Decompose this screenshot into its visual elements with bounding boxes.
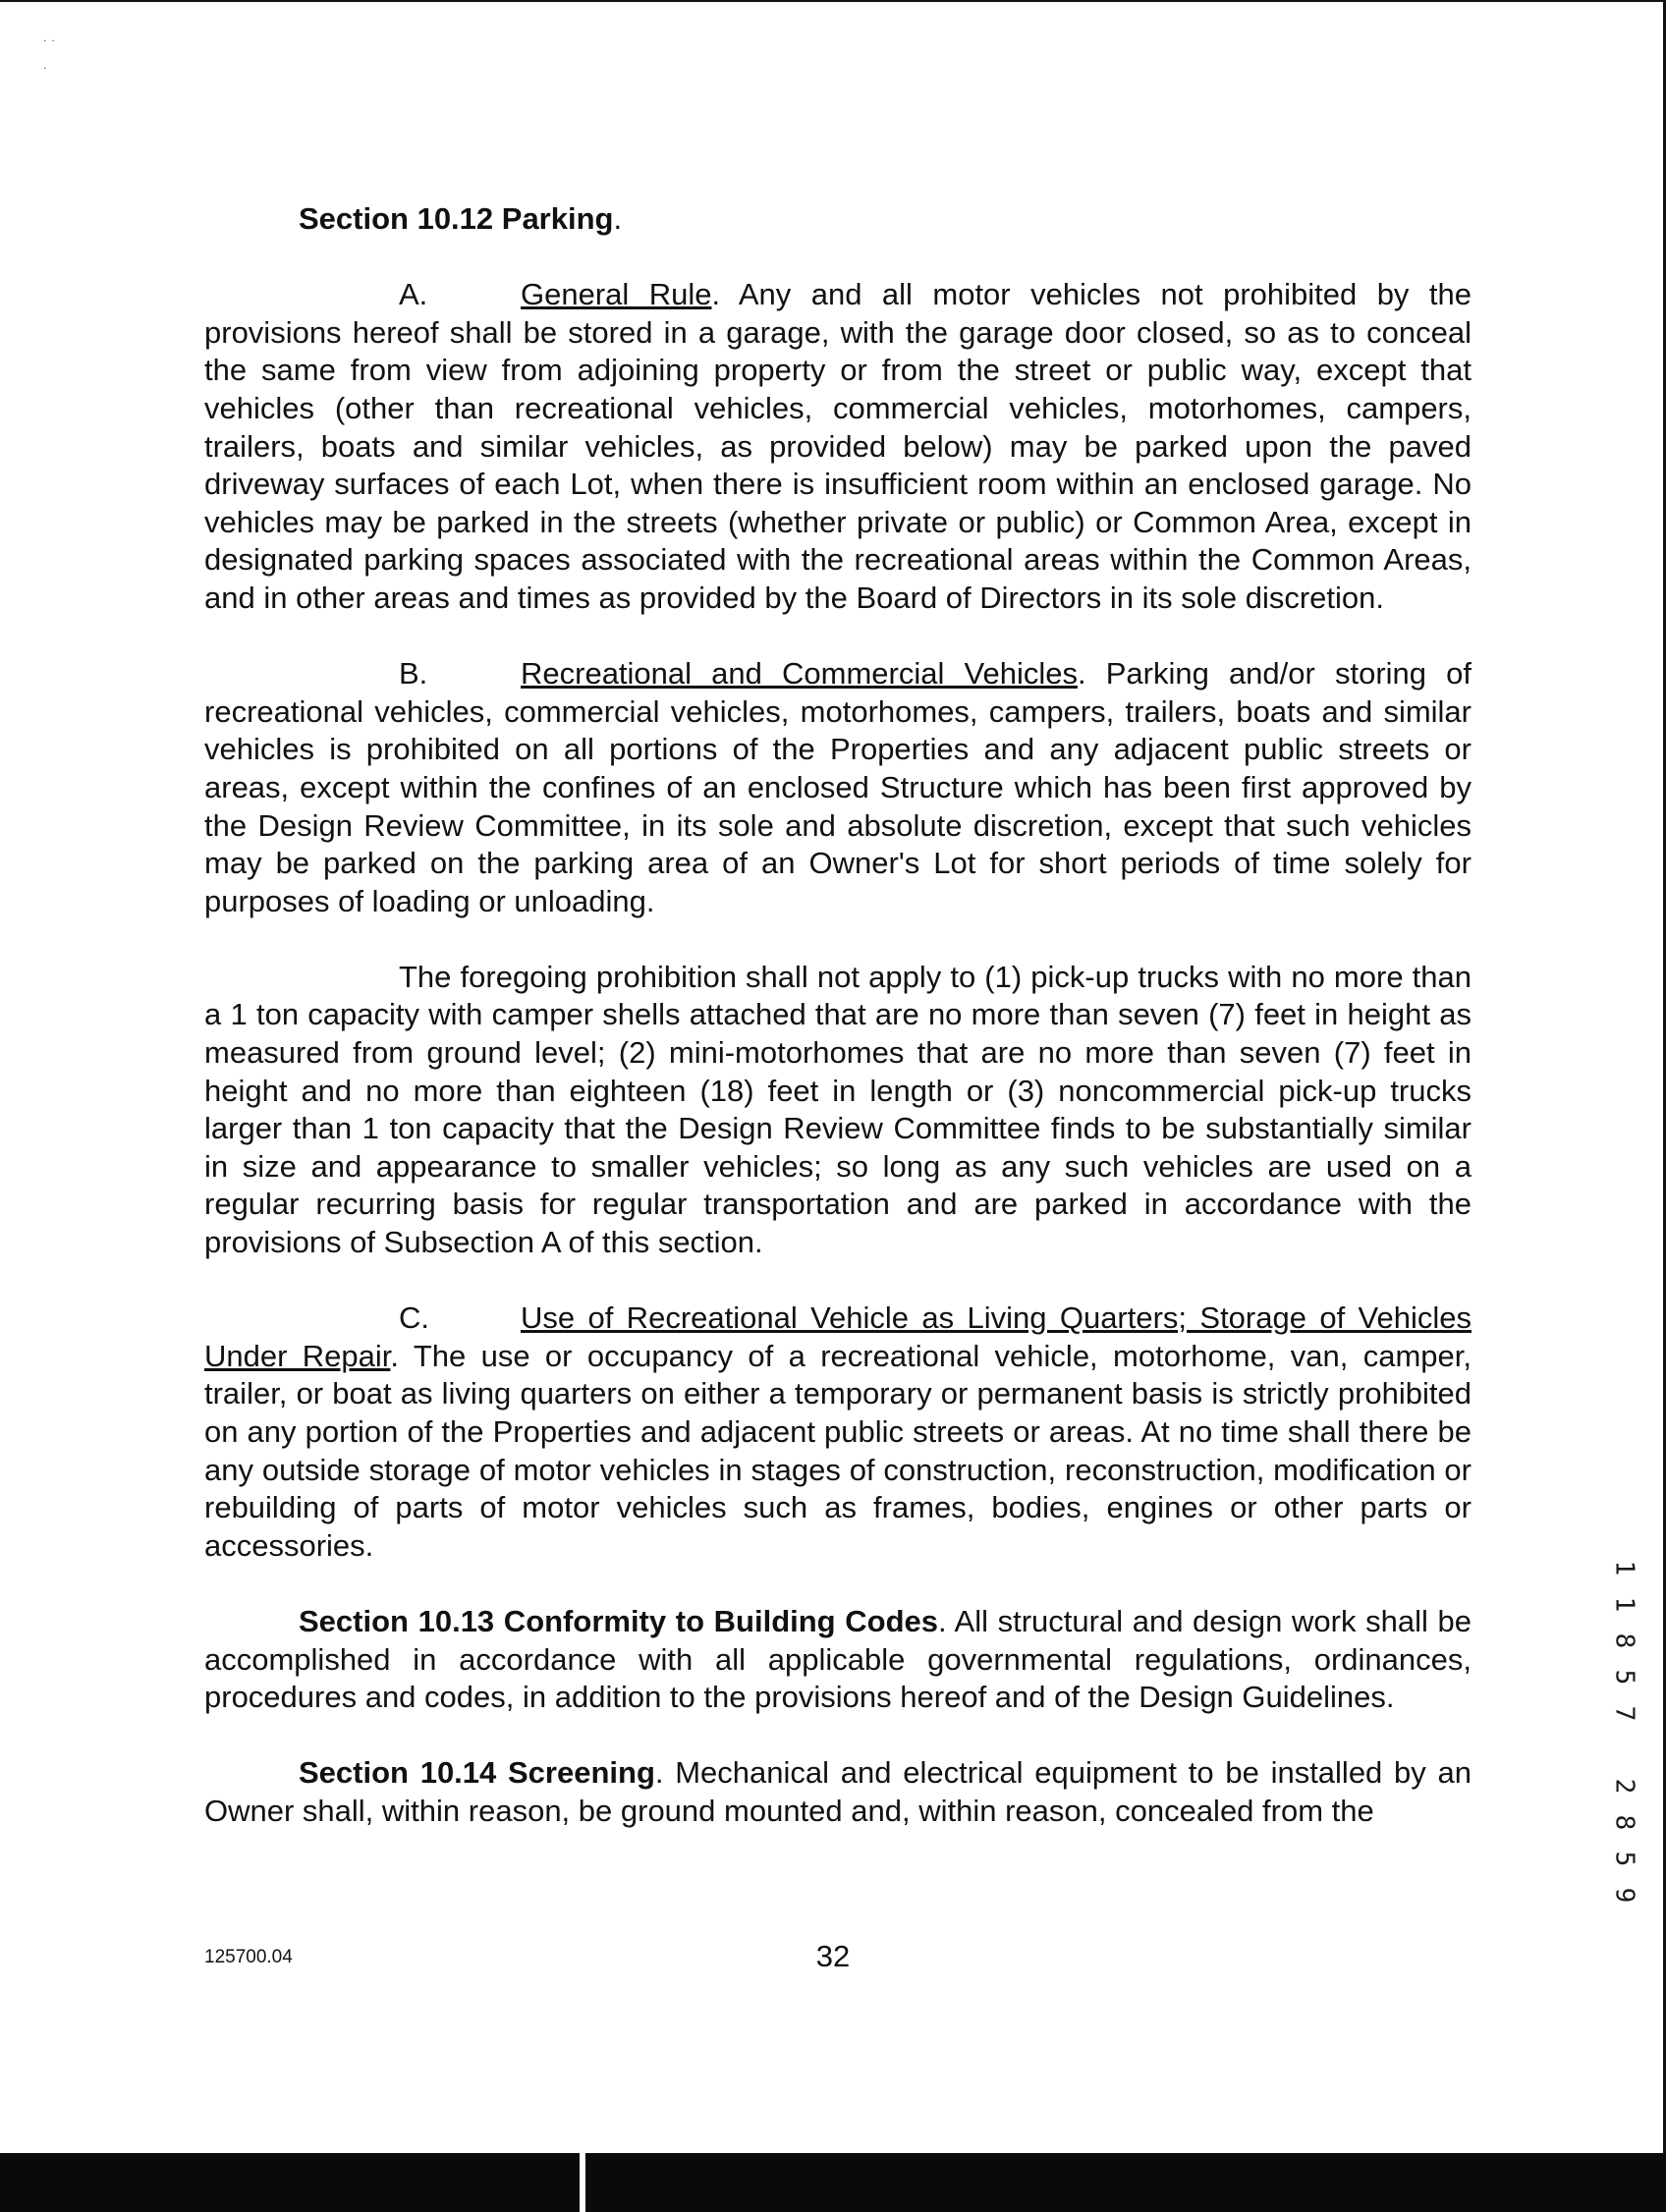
scan-specks: ˙ ˙ ˙: [43, 37, 57, 81]
paragraph-b: B. Recreational and Commercial Vehicles. Parking and/or storing of recreational vehicles, commercial vehicles, motorhomes, campers, trailers, boats and similar vehicles is prohibited on all portions of the Properties and any adjacent public streets or areas, except within the confines of an enclosed Structure which has been first approved by the Design Review Committee, in its sole and absolute discretion, except that such vehicles may be parked on the parking area of an Owner's Lot for short periods of time solely for purposes of loading or unloading.: [204, 656, 1472, 918]
page-border: [0, 0, 1666, 2]
section-10-14-title: Section 10.14 Screening: [299, 1755, 655, 1791]
page-number: 32: [815, 1939, 851, 1973]
document-id: 125700.04: [204, 1947, 293, 1967]
paragraph-b-title: Recreational and Commercial Vehicles: [521, 656, 1078, 691]
paragraph-c: C. Use of Recreational Vehicle as Living Quarters; Storage of Vehicles Under Repair. The use or occupancy of a recreational vehicle, motorhome, van, camper, trailer, or boat as living quarters on either a temporary or permanent basis is strictly prohibited on any portion of the Properties and adjacent public streets or areas. At no time shall there be any outside storage of motor vehicles in stages of construction, reconstruction, modification or rebuilding of parts of motor vehicles such as frames, bodies, engines or other parts or accessories.: [204, 1300, 1472, 1563]
section-10-13: Section 10.13 Conformity to Building Codes. All structural and design work shall be accomplished in accordance with all applicable governmental regulations, ordinances, procedures and codes, in addition to the provisions hereof and of the Design Guidelines.: [204, 1603, 1472, 1715]
scan-bottom-bar: [0, 2153, 1666, 2212]
section-10-14: Section 10.14 Screening. Mechanical and electrical equipment to be installed by an Owner shall, within reason, be ground mounted and, within reason, concealed from the: [204, 1755, 1472, 1828]
document-body: [204, 200, 1472, 1831]
section-10-13-title: Section 10.13 Conformity to Building Codes: [299, 1603, 938, 1638]
paragraph-b-continuation: The foregoing prohibition shall not apply to (1) pick-up trucks with no more than a 1 ton capacity with camper shells attached that are no more than seven (7) feet in height as measured from ground level; (2) mini-motorhomes that are no more than seven (7) feet in height and no more than eighteen (18) feet in length or (3) noncommercial pick-up trucks larger than 1 ton capacity that the Design Review Committee finds to be substantially similar in size and appearance to smaller vehicles; so long as any such vehicles are used on a regular recurring basis for regular transportation and are parked in accordance with the provisions of Subsection A of this section.: [204, 959, 1472, 1260]
recording-stamp: 1 1 8 5 7 2 8 5 9: [1609, 1560, 1639, 1904]
scan-bottom-bar-gap: [580, 2153, 585, 2212]
paragraph-a-title: General Rule: [521, 277, 712, 312]
section-10-12-heading: Section 10.12 Parking.: [299, 201, 623, 236]
paragraph-c-title: Use of Recreational Vehicle as Living Quarters; Storage of Vehicles Under Repair: [204, 1300, 1472, 1373]
paragraph-a: A. General Rule. Any and all motor vehicles not prohibited by the provisions hereof shall be stored in a garage, with the garage door closed, so as to conceal the same from view from adjoining property or from the street or public way, except that vehicles (other than recreational vehicles, commercial vehicles, motorhomes, campers, trailers, boats and similar vehicles, as provided below) may be parked upon the paved driveway surfaces of each Lot, when there is insufficient room within an enclosed garage. No vehicles may be parked in the streets (whether private or public) or Common Area, except in designated parking spaces associated with the recreational areas within the Common Areas, and in other areas and times as provided by the Board of Directors in its sole discretion.: [204, 277, 1472, 615]
